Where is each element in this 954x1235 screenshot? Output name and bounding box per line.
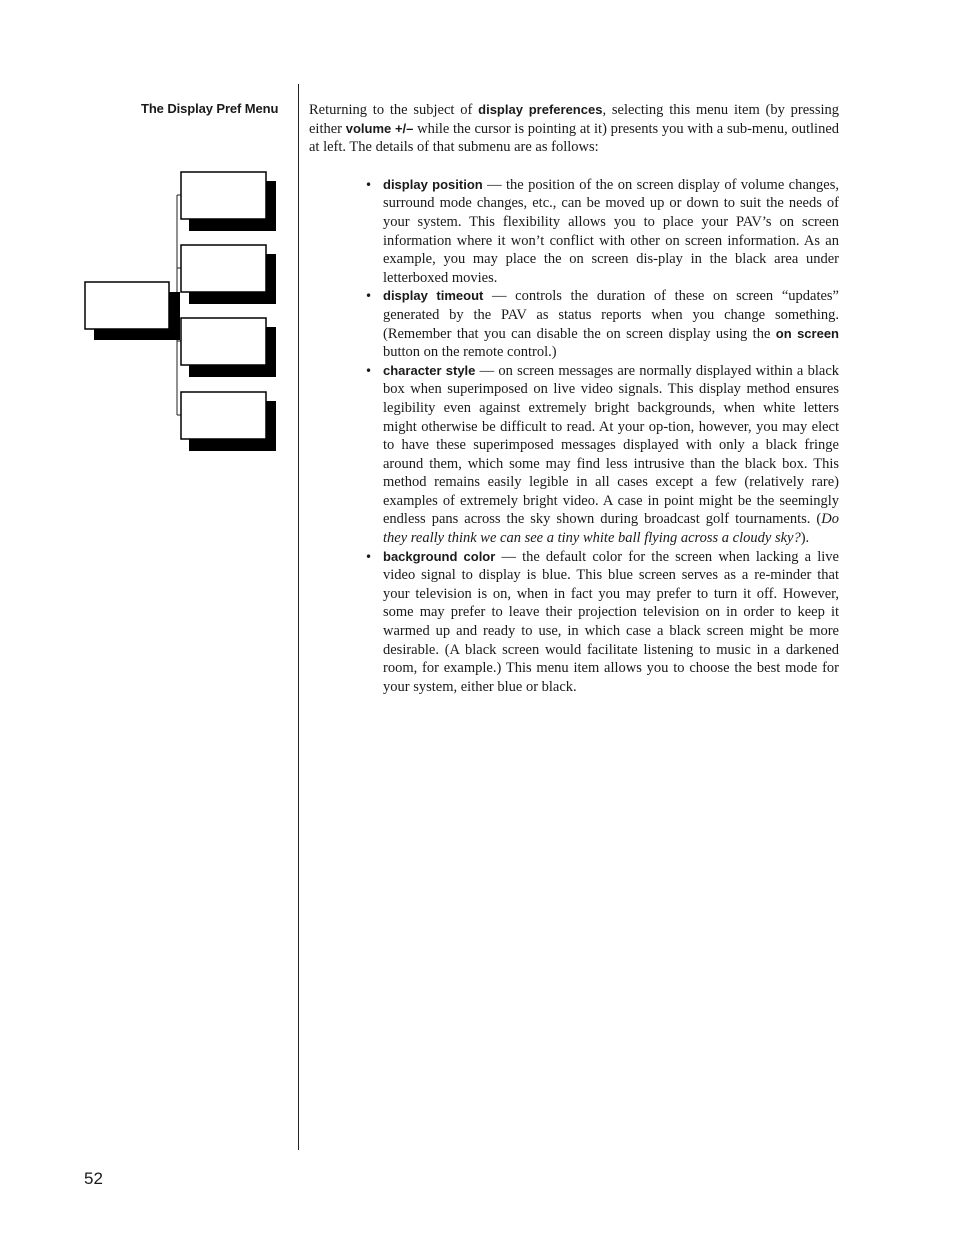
intro-text: Returning to the subject of xyxy=(309,102,479,118)
submenu-diagram xyxy=(0,0,300,470)
intro-text: , selecting this menu item (by pressing either xyxy=(309,102,839,137)
bullet-text: — the position of the on screen display of volume changes, surround mode changes, etc., can be moved up or down to suit the needs of your system. This flexibility allows you to place your PAV’s on screen information where it won’t conflict with other on screen information. As an example, you may place the on screen dis-play in the black area under letterboxed movies. xyxy=(383,176,839,286)
bullet-term: background color xyxy=(383,548,496,564)
bullet-icon: • xyxy=(365,177,373,192)
bullet-text: — the default color for the screen when lacking a live video signal to display is blue. This blue screen serves as a re-minder that your television is on, when in fact you may prefer to turn it off. However, some may prefer to leave their projection television on in order to keep it warmed up and ready to use, in which case a black screen might be more desirable. (A black screen would facilitate listening to music in a darkened room, for example.) This menu item allows you to choose the best mode for your system, either blue or black. xyxy=(383,548,839,695)
term-display-preferences: display preferences xyxy=(478,102,603,117)
submenu-box-display-position xyxy=(181,172,276,231)
bullet-term: character style xyxy=(383,362,476,378)
bullet-icon: • xyxy=(365,363,373,378)
intro-paragraph xyxy=(309,101,839,157)
bullet-text: — on screen messages are normally displayed within a black box when superimposed on live video signals. This display method ensures legibility even against extremely bright backgrounds, when white letters might otherwise be difficult to read. At your op-tion, however, you may elect to have these superimposed messages displayed with only a black fringe around them, which some may find less intrusive than the black box. This method remains easily legible in all cases except a few (relatively rare) examples of extremely bright video. A case in point might be the seemingly endless pans across the sky shown during broadcast golf tournaments. ( xyxy=(383,362,839,528)
bullet-icon: • xyxy=(365,289,373,304)
bullet-item-display-position xyxy=(365,176,839,288)
section-heading: The Display Pref Menu xyxy=(141,101,279,116)
intro-text: while the cursor is pointing at it) presents you with a sub-menu, outlined at left. The details of that submenu are as follows: xyxy=(309,120,839,156)
submenu-box-display-timeout xyxy=(181,245,276,304)
bullet-icon: • xyxy=(365,549,373,564)
bullet-item-character-style xyxy=(365,362,839,548)
body-text xyxy=(309,101,839,696)
term-volume: volume +/– xyxy=(345,120,414,136)
bullet-text: button on the remote control.) xyxy=(383,344,557,361)
parent-menu-box xyxy=(85,282,180,340)
submenu-box-character-style xyxy=(181,318,276,377)
page-number: 52 xyxy=(84,1169,103,1188)
submenu-box-background-color xyxy=(181,392,276,451)
bullet-text: — controls the duration of these on screen “updates” generated by the PAV as status reports when you change something. (Remember that you can disable the on screen display using the xyxy=(383,288,839,342)
bullet-term: display timeout xyxy=(383,288,484,304)
bullet-term: on screen xyxy=(775,325,839,341)
bullet-italic: Do they really think we can see a tiny white ball flying across a cloudy sky? xyxy=(383,511,839,547)
bullet-item-background-color xyxy=(365,548,839,697)
bullet-text: ). xyxy=(800,530,810,547)
column-divider xyxy=(298,84,299,1150)
bullet-list xyxy=(309,176,839,697)
bullet-term: display position xyxy=(383,176,483,192)
bullet-item-display-timeout xyxy=(365,287,839,361)
